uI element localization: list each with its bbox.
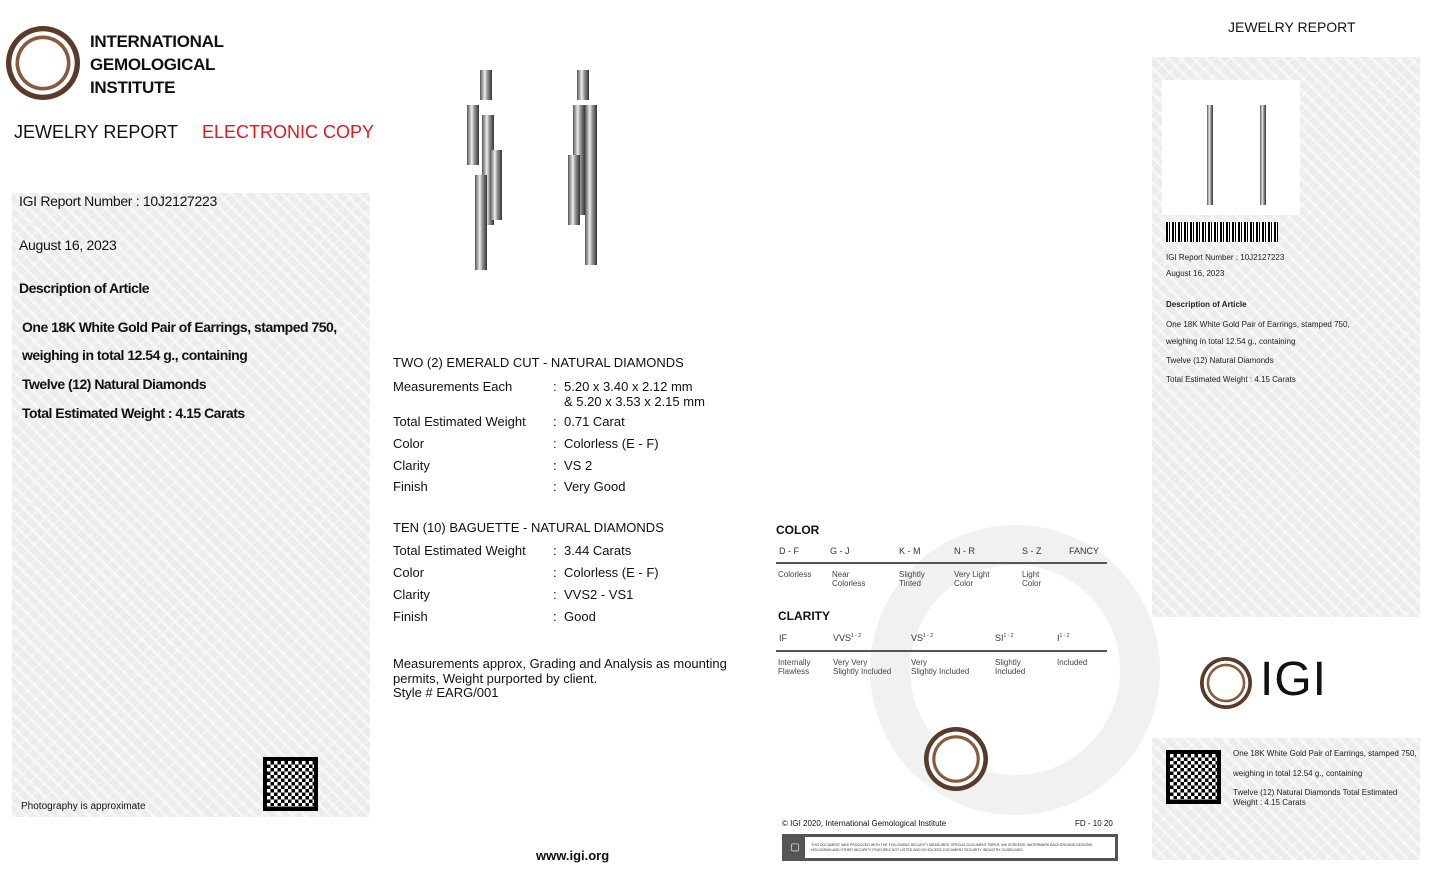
color-desc [832, 570, 865, 588]
right-report-title: JEWELRY REPORT [1228, 19, 1356, 35]
t: Slightly Included [833, 667, 892, 676]
row-value: Colorless (E - F) [564, 436, 659, 451]
right-description-line: One 18K White Gold Pair of Earrings, stamped 750, [1166, 320, 1350, 329]
color-grade: S - Z [1022, 546, 1042, 556]
emerald-heading: TWO (2) EMERALD CUT - NATURAL DIAMONDS [393, 355, 684, 370]
right-date: August 16, 2023 [1166, 269, 1225, 278]
qr-code[interactable] [1166, 750, 1221, 804]
right-report-number: IGI Report Number : 10J2127223 [1166, 253, 1285, 262]
t: Very Very [833, 658, 868, 667]
divider [776, 650, 1107, 652]
color-desc [954, 570, 990, 588]
t: Slightly [899, 570, 925, 579]
t: 1 - 2 [923, 633, 934, 639]
t: 1 - 2 [851, 633, 862, 639]
comments [393, 657, 727, 701]
row-value: Colorless (E - F) [564, 565, 659, 580]
row-label: Total Estimated Weight [393, 543, 526, 558]
clarity-grade [995, 633, 1014, 643]
t: Slightly Included [911, 667, 970, 676]
t: Internally [778, 658, 811, 667]
igi-seal-small [924, 727, 988, 791]
igi-logo-seal [1200, 657, 1252, 709]
t: VS [911, 633, 924, 643]
color-scale-title: COLOR [776, 523, 820, 537]
clarity-grade [833, 633, 861, 643]
row-value: Very Good [564, 479, 626, 494]
row-label: Measurements Each [393, 379, 513, 394]
right-description-heading: Description of Article [1166, 300, 1247, 309]
baguette-row [393, 543, 631, 558]
description-heading: Description of Article [19, 280, 150, 296]
thumbnail-photo [1162, 80, 1300, 215]
row-value [564, 379, 705, 409]
t: Colorless [778, 570, 812, 579]
right-description-line: Total Estimated Weight : 4.15 Carats [1166, 375, 1296, 384]
description-line: Twelve (12) Natural Diamonds [22, 376, 207, 392]
right-description-line: Twelve (12) Natural Diamonds [1166, 356, 1274, 365]
color-grade: N - R [954, 546, 975, 556]
color-desc [1022, 570, 1041, 588]
row-value: VVS2 - VS1 [564, 587, 634, 602]
photo-note: Photography is approximate [21, 801, 146, 812]
emerald-row [393, 379, 705, 409]
institute-line: INTERNATIONAL [90, 32, 224, 51]
emerald-row [393, 479, 625, 494]
form-code: FD - 10 20 [1075, 819, 1113, 828]
t: Color [1022, 579, 1042, 588]
clarity-grade [911, 633, 933, 643]
t: Included [1057, 658, 1088, 667]
row-label: Clarity [393, 458, 430, 473]
clarity-desc [1057, 658, 1087, 667]
baguette-row [393, 587, 633, 602]
emerald-row [393, 458, 592, 473]
left-panel [12, 193, 370, 817]
t: Slightly [995, 658, 1021, 667]
t: SI [995, 633, 1004, 643]
color-grade: K - M [899, 546, 921, 556]
description-line: weighing in total 12.54 g., containing [22, 347, 248, 363]
color-desc [778, 570, 811, 579]
baguette-heading: TEN (10) BAGUETTE - NATURAL DIAMONDS [393, 520, 664, 535]
t: I [1057, 633, 1060, 643]
value-line: & 5.20 x 3.53 x 2.15 mm [564, 394, 705, 409]
description-line: One 18K White Gold Pair of Earrings, stamped 750, [22, 319, 337, 335]
row-label: Total Estimated Weight [393, 414, 526, 429]
sep: : [553, 543, 557, 558]
comment-line: Style # EARG/001 [393, 685, 499, 700]
clarity-desc [833, 658, 891, 676]
sep: : [553, 479, 557, 494]
row-label: Color [393, 565, 425, 580]
t: VVS [833, 633, 852, 643]
t: 1 - 2 [1059, 633, 1070, 639]
institute-line: INSTITUTE [90, 78, 176, 97]
baguette-row [393, 565, 659, 580]
lock-icon: ▢ [785, 837, 805, 858]
row-label: Clarity [393, 587, 430, 602]
row-label: Finish [393, 479, 428, 494]
description-line: Total Estimated Weight : 4.15 Carats [22, 405, 245, 421]
t: Flawless [778, 667, 810, 676]
comment-line: Measurements approx, Grading and Analysis as mounting [393, 656, 727, 671]
row-label: Color [393, 436, 425, 451]
institute-name [90, 30, 224, 99]
qr-description: One 18K White Gold Pair of Earrings, stamped 750, [1233, 749, 1417, 758]
comment-line: permits, Weight purported by client. [393, 670, 598, 686]
sep: : [553, 379, 557, 394]
t: Very Light [954, 570, 990, 579]
qr-description: Twelve (12) Natural Diamonds Total Estimated Weight : 4.15 Carats [1233, 788, 1398, 807]
igi-logo-text: IGI [1260, 653, 1328, 706]
t: Light [1022, 570, 1040, 579]
t: Included [995, 667, 1026, 676]
t: Near [832, 570, 850, 579]
sep: : [553, 436, 557, 451]
color-desc [899, 570, 925, 588]
clarity-desc [778, 658, 810, 676]
report-number: IGI Report Number : 10J2127223 [19, 193, 218, 209]
qr-code[interactable] [263, 757, 318, 811]
sep: : [553, 609, 557, 624]
clarity-grade [1057, 633, 1070, 643]
copyright: © IGI 2020, International Gemological Institute [782, 819, 947, 828]
qr-description: weighing in total 12.54 g., containing [1233, 769, 1363, 778]
t: Very [911, 658, 928, 667]
row-value: 3.44 Carats [564, 543, 632, 558]
clarity-grade [779, 633, 787, 643]
sep: : [553, 565, 557, 580]
electronic-copy-label: ELECTRONIC COPY [202, 122, 375, 142]
emerald-row [393, 436, 659, 451]
report-date: August 16, 2023 [19, 237, 117, 253]
t: Color [954, 579, 974, 588]
row-value: Good [564, 609, 596, 624]
sep: : [553, 587, 557, 602]
row-value: VS 2 [564, 458, 593, 473]
sep: : [553, 414, 557, 429]
igi-seal-logo [6, 26, 80, 100]
clarity-scale-title: CLARITY [778, 609, 830, 623]
right-qr-panel [1152, 738, 1420, 860]
report-title: JEWELRY REPORT [14, 122, 179, 142]
divider [776, 562, 1107, 564]
value-line: 5.20 x 3.40 x 2.12 mm [564, 379, 693, 394]
color-grade: G - J [830, 546, 850, 556]
clarity-desc [911, 658, 969, 676]
t: IF [779, 633, 787, 643]
color-grade: FANCY [1069, 546, 1100, 556]
t: Colorless [832, 579, 866, 588]
emerald-row [393, 414, 625, 429]
website-link[interactable]: www.igi.org [536, 848, 610, 863]
sep: : [553, 458, 557, 473]
barcode [1166, 222, 1278, 242]
institute-line: GEMOLOGICAL [90, 55, 216, 74]
row-label: Finish [393, 609, 428, 624]
color-grade: D - F [779, 546, 799, 556]
security-strip [782, 834, 1118, 861]
t: Tinted [899, 579, 921, 588]
clarity-desc [995, 658, 1025, 676]
baguette-row [393, 609, 596, 624]
row-value: 0.71 Carat [564, 414, 625, 429]
security-text: THIS DOCUMENT WAS PRODUCED WITH THE FOLLOWING SECURITY MEASURES: SPECIAL DOCUMENT PAPER, INK SCREENS, WATERMARK BACKGROUND DESIGNS, HOLOGRAM AND OTHER SECURITY FEATURES NOT LISTED AND DO EXCEED DOCUMENT SECURITY INDUSTRY GUIDELINES. [811, 842, 1093, 852]
earrings-photo [455, 65, 620, 275]
right-panel [1152, 57, 1420, 617]
right-description-line: weighing in total 12.54 g., containing [1166, 337, 1296, 346]
t: 1 - 2 [1003, 633, 1014, 639]
